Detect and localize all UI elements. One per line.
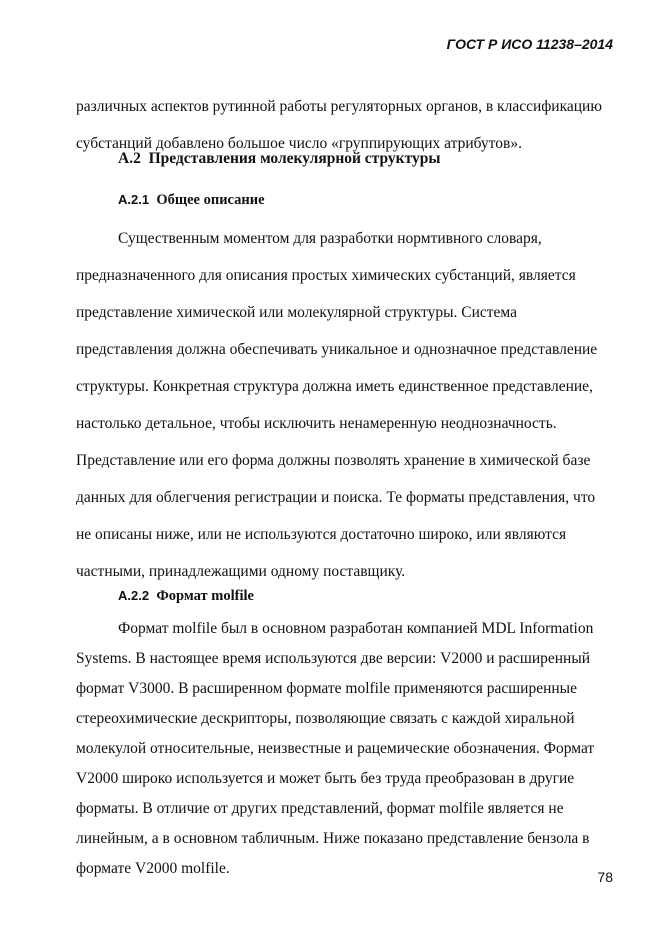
text-line: предназначенного для описания простых химических субстанций, является — [76, 267, 576, 284]
text-line: настолько детальное, чтобы исключить ненамеренную неоднозначность. — [76, 415, 557, 432]
page-number: 78 — [597, 869, 613, 885]
text-line: линейным, а в основном табличным. Ниже показано представление бензола в — [76, 830, 590, 847]
subsection-heading-1 — [118, 192, 265, 209]
text-line: Systems. В настоящее время используются две версии: V2000 и расширенный — [76, 650, 591, 667]
subsection-heading-2 — [118, 588, 254, 605]
text-line: различных аспектов рутинной работы регуляторных органов, в классификацию — [76, 98, 602, 115]
text-line: субстанций добавлено большое число «группирующих атрибутов». — [76, 135, 522, 152]
paragraph-general-description — [76, 220, 613, 590]
subsection-number: А.2.1 — [118, 192, 150, 207]
text-line: формате V2000 molfile. — [76, 860, 230, 877]
subsection-number: А.2.2 — [118, 588, 150, 603]
section-heading — [118, 150, 440, 168]
text-line: стереохимические дескрипторы, позволяющие связать с каждой хиральной — [76, 710, 575, 727]
text-line: не описаны ниже, или не используются достаточно широко, или являются — [76, 526, 567, 543]
text-line: молекулой относительные, неизвестные и рацемические обозначения. Формат — [76, 740, 595, 757]
text-line: формат V3000. В расширенном формате molfile применяются расширенные — [76, 680, 577, 697]
text-line: форматы. В отличие от других представлений, формат molfile является не — [76, 800, 564, 817]
subsection-title: Общее описание — [156, 192, 265, 208]
subsection-title: Формат molfile — [156, 588, 254, 604]
document-header: ГОСТ Р ИСО 11238–2014 — [446, 36, 613, 52]
section-number: А.2 — [118, 150, 141, 167]
text-line: представление химической или молекулярной структуры. Система — [76, 304, 517, 321]
text-line: V2000 широко используется и может быть без труда преобразован в другие — [76, 770, 575, 787]
text-line: структуры. Конкретная структура должна иметь единственное представление, — [76, 378, 593, 395]
text-line: данных для облегчения регистрации и поиска. Те форматы представления, что — [76, 489, 596, 506]
section-title: Представления молекулярной структуры — [148, 150, 441, 167]
paragraph-molfile-format — [76, 614, 613, 884]
text-line: частными, принадлежащими одному поставщику. — [76, 563, 406, 580]
text-line: представления должна обеспечивать уникальное и однозначное представление — [76, 341, 598, 358]
text-line: Существенным моментом для разработки нормтивного словаря, — [118, 230, 542, 247]
text-line: Представление или его форма должны позволять хранение в химической базе — [76, 452, 591, 469]
text-line: Формат molfile был в основном разработан компанией MDL Information — [118, 620, 594, 637]
